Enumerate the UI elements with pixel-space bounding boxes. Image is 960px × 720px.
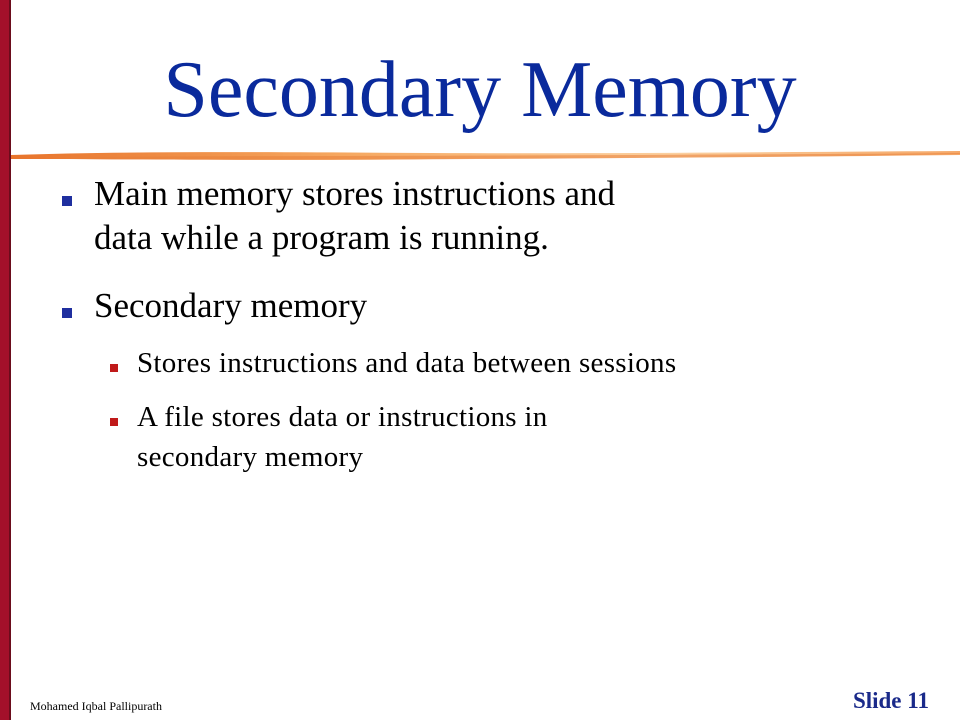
sub-bullet-text xyxy=(137,397,927,477)
bullet-line: Main memory stores instructions and xyxy=(94,174,616,213)
sub-bullet-text xyxy=(137,343,927,383)
sub-bullet-marker xyxy=(110,418,118,426)
bullet-marker xyxy=(62,196,72,206)
footer-author: Mohamed Iqbal Pallipurath xyxy=(30,699,162,713)
sub-bullet-line: secondary memory xyxy=(137,441,364,473)
sub-bullet-line: A file stores data or instructions in xyxy=(137,401,548,433)
bullet-marker xyxy=(62,308,72,318)
bullet-text xyxy=(94,172,914,260)
sub-bullet-marker xyxy=(110,364,118,372)
title-divider-stroke xyxy=(11,150,960,162)
slide-number: Slide 11 xyxy=(852,688,929,713)
bullet-line: Secondary memory xyxy=(94,286,368,325)
bullet-text xyxy=(94,284,914,328)
sub-bullet-line: Stores instructions and data between sessions xyxy=(137,347,677,379)
slide-title: Secondary Memory xyxy=(163,46,797,134)
bullet-line: data while a program is running. xyxy=(94,218,549,257)
